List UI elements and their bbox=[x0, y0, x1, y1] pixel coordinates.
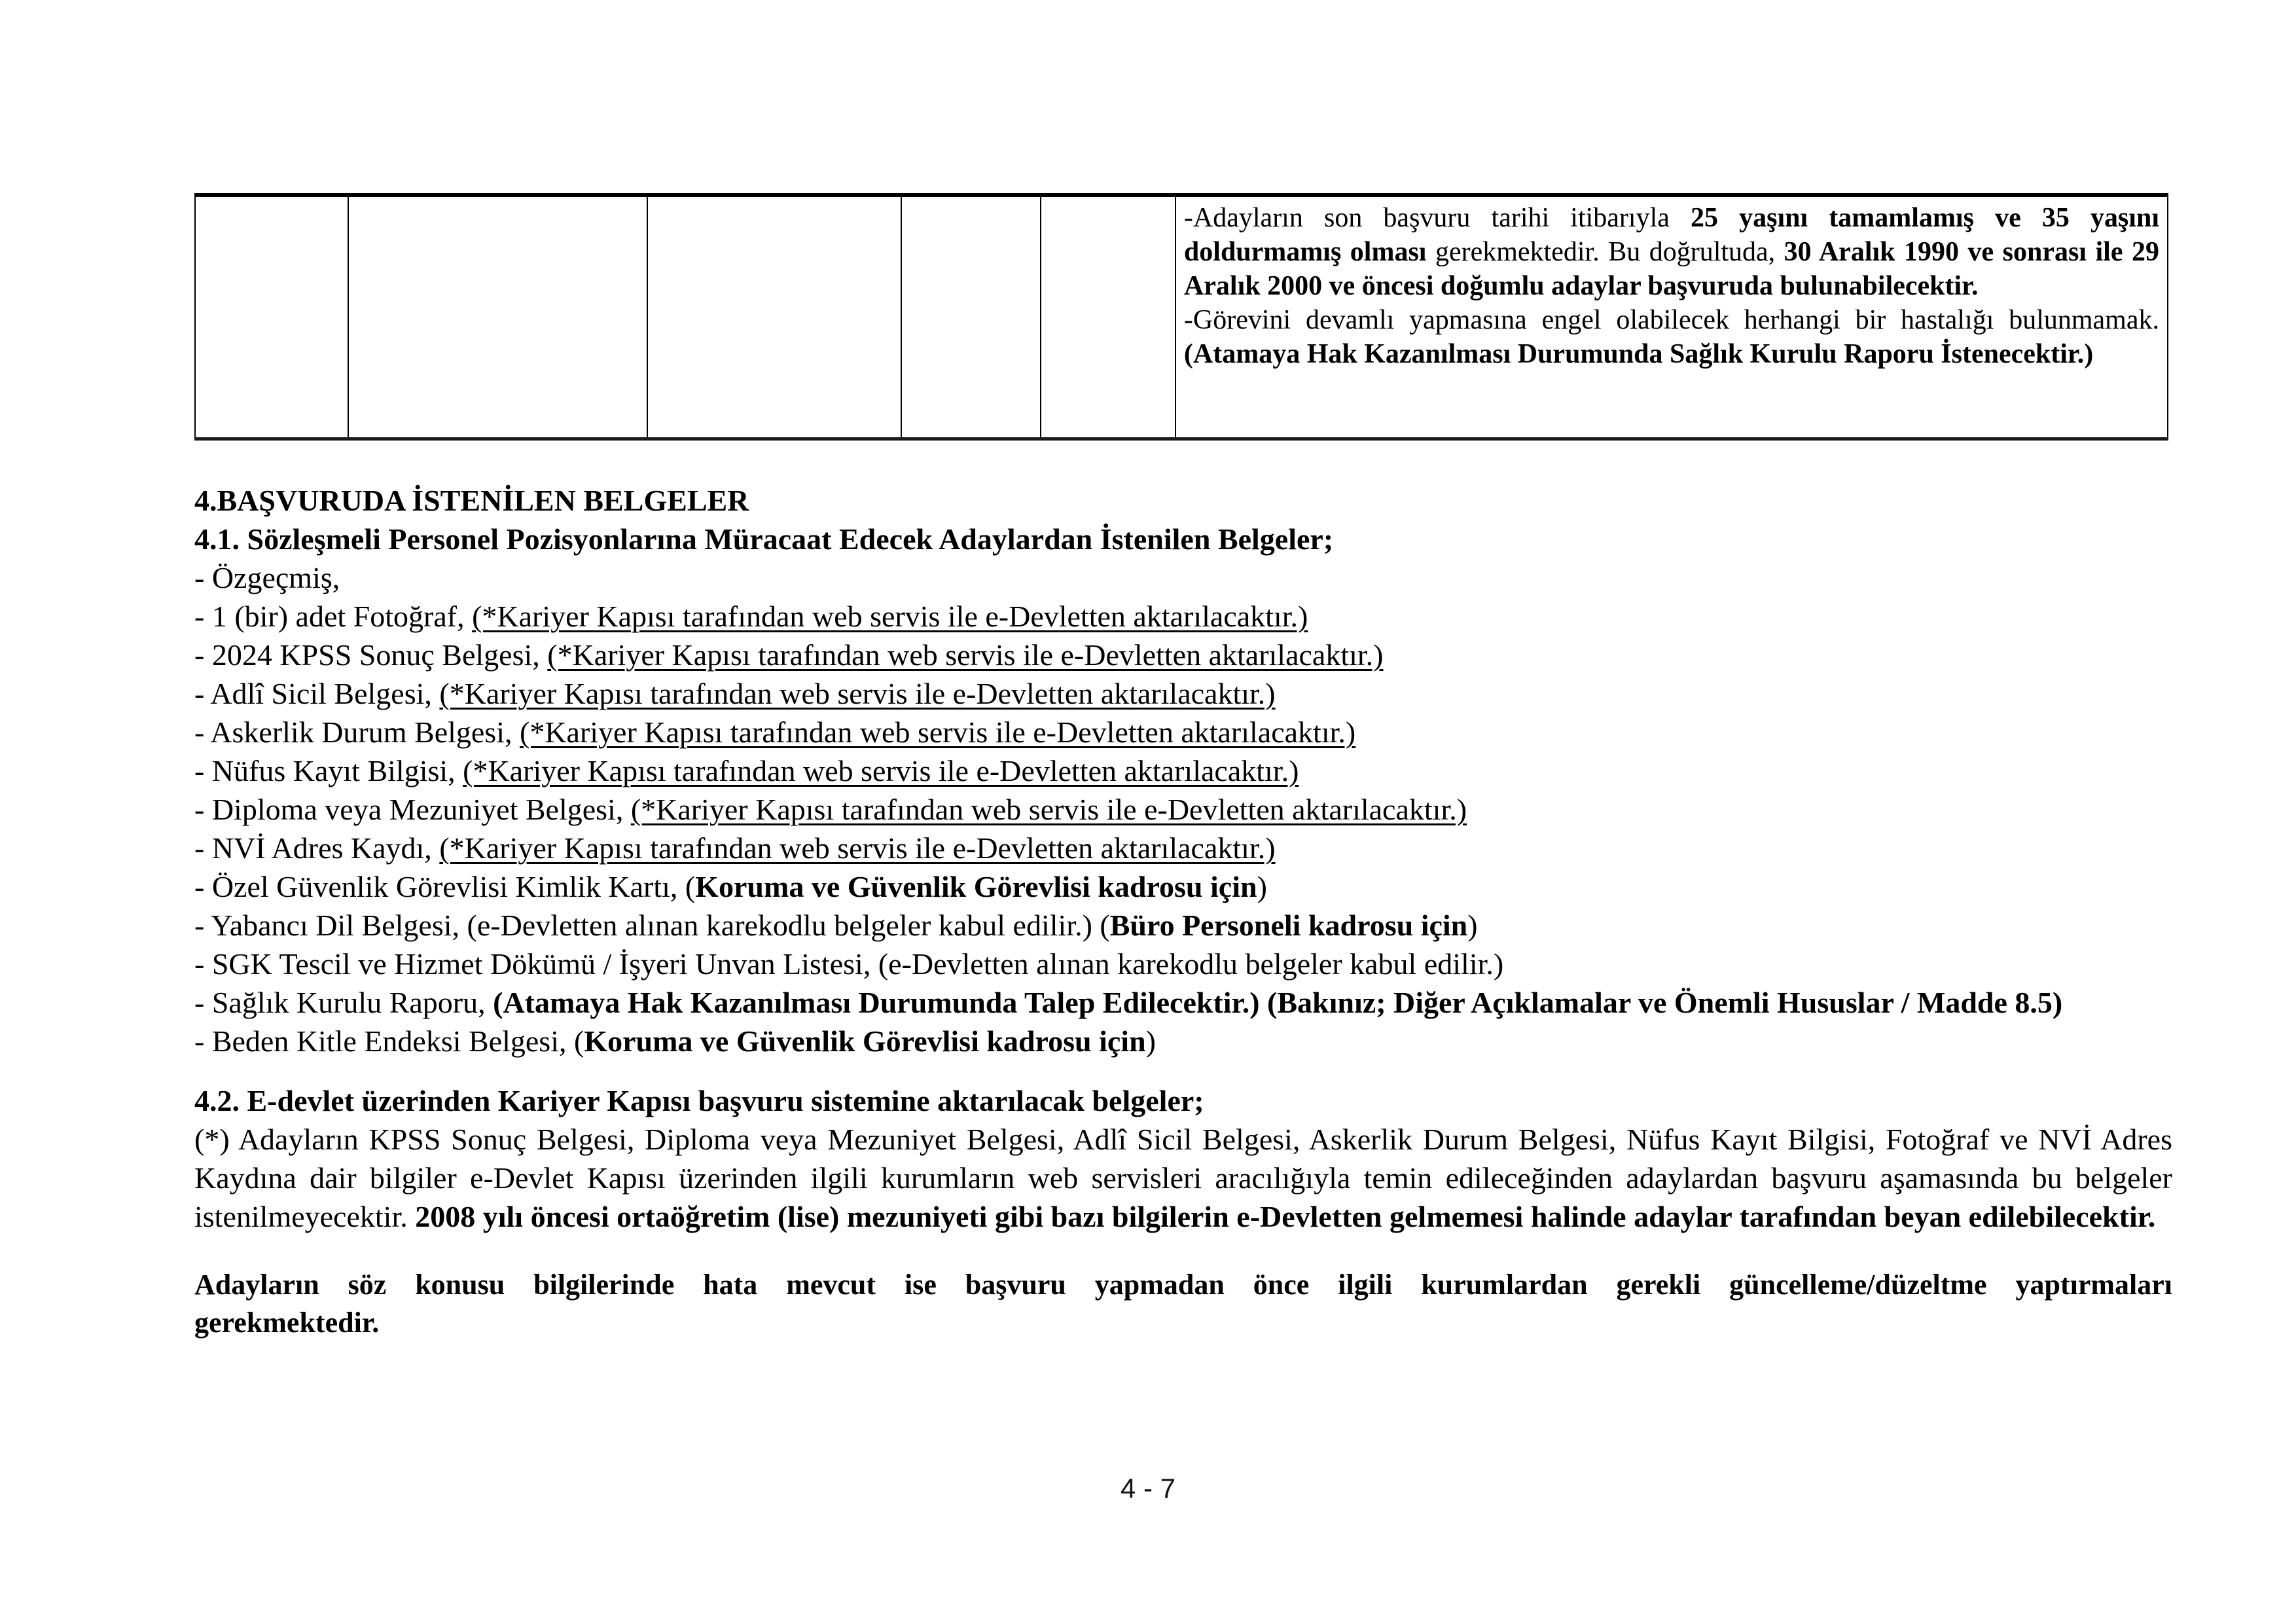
list-item bbox=[194, 558, 2172, 597]
text-run: -Adayların son başvuru tarihi itibarıyla bbox=[1183, 203, 1691, 233]
bold-text: 25 yaşını tamamlamış ve 35 yaşını doldurmamış olması bbox=[1183, 203, 2159, 267]
underlined-text: (*Kariyer Kapısı tarafından web servis ile e-Devletten aktarılacaktır.) bbox=[439, 677, 1276, 710]
table-cell-empty bbox=[1041, 195, 1175, 439]
section-4-2-heading: 4.2. E-devlet üzerinden Kariyer Kapısı başvuru sistemine aktarılacak belgeler; bbox=[194, 1084, 1204, 1117]
text-run: - Diploma veya Mezuniyet Belgesi, bbox=[194, 793, 631, 826]
section-4-heading: 4.BAŞVURUDA İSTENİLEN BELGELER bbox=[194, 484, 749, 517]
list-item bbox=[194, 597, 2172, 636]
text-run: ) bbox=[1467, 909, 1478, 942]
underlined-text: (*Kariyer Kapısı tarafından web servis ile e-Devletten aktarılacaktır.) bbox=[630, 793, 1467, 826]
notice-line bbox=[194, 1304, 2172, 1342]
table-cell-empty bbox=[348, 195, 647, 439]
required-documents-list bbox=[194, 558, 2172, 1060]
notice-line bbox=[194, 1266, 2172, 1304]
text-run: - Özel Güvenlik Görevlisi Kimlik Kartı, ( bbox=[194, 870, 696, 903]
list-item bbox=[194, 713, 2172, 751]
bold-text: Büro Personeli kadrosu için bbox=[1109, 909, 1468, 942]
text-run: - Nüfus Kayıt Bilgisi, bbox=[194, 754, 463, 787]
text-run: - Beden Kitle Endeksi Belgesi, ( bbox=[194, 1024, 584, 1058]
bold-text: 2008 yılı öncesi ortaöğretim (lise) mezuniyeti gibi bazı bilgilerin e-Devletten gelmemesi halinde adaylar tarafından beyan edilebilecektir. bbox=[415, 1200, 2156, 1233]
document-body bbox=[194, 481, 2172, 1342]
underlined-text: (*Kariyer Kapısı tarafından web servis ile e-Devletten aktarılacaktır.) bbox=[520, 715, 1356, 749]
text-run: - NVİ Adres Kaydı, bbox=[194, 831, 440, 865]
bold-text: Koruma ve Güvenlik Görevlisi kadrosu için bbox=[584, 1024, 1146, 1058]
table-row bbox=[195, 195, 2168, 439]
section-4-2-paragraph bbox=[194, 1120, 2172, 1236]
text-run: gerekmektedir. Bu doğrultuda, bbox=[1426, 237, 1784, 267]
text-run: - SGK Tescil ve Hizmet Dökümü / İşyeri Unvan Listesi, (e-Devletten alınan karekodlu belgeler kabul edilir.) bbox=[194, 947, 1504, 981]
list-item bbox=[194, 829, 2172, 867]
bold-text: (Atamaya Hak Kazanılması Durumunda Talep Edilecektir.) (Bakınız; Diğer Açıklamalar ve Önemli Hususlar / Madde 8.5) bbox=[493, 986, 2063, 1019]
text-run: - 2024 KPSS Sonuç Belgesi, bbox=[194, 638, 548, 672]
text-run: - 1 (bir) adet Fotoğraf, bbox=[194, 600, 473, 633]
conditions-table bbox=[194, 193, 2168, 441]
text-run: - Adlî Sicil Belgesi, bbox=[194, 677, 440, 710]
bold-text: Adayların söz konusu bilgilerinde hata mevcut ise başvuru yapmadan önce ilgili kurumlardan gerekli güncelleme/düzeltme yaptırmaları bbox=[194, 1269, 2172, 1301]
table-cell-empty bbox=[647, 195, 901, 439]
bold-text: gerekmektedir. bbox=[194, 1307, 380, 1339]
bold-text: 30 Aralık 1990 ve sonrası ile 29 Aralık 2000 ve öncesi doğumlu adaylar başvuruda bulunabilecektir. bbox=[1183, 237, 2159, 301]
text-run: - Özgeçmiş, bbox=[194, 561, 340, 594]
text-run: - Askerlik Durum Belgesi, bbox=[194, 715, 520, 749]
list-item bbox=[194, 1022, 2172, 1060]
notice-paragraph bbox=[194, 1266, 2172, 1342]
list-item bbox=[194, 945, 2172, 983]
table-cell-empty bbox=[901, 195, 1041, 439]
text-run: - Yabancı Dil Belgesi, (e-Devletten alınan karekodlu belgeler kabul edilir.) ( bbox=[194, 909, 1110, 942]
text-run: (*) Adayların KPSS Sonuç Belgesi, Diploma veya Mezuniyet Belgesi, Adlî Sicil Belgesi, Askerlik Durum Belgesi, Nüfus Kayıt Bilgisi, Fotoğraf ve NVİ Adres Kaydına dair bilgiler e-Devlet Kapısı üzerinden ilgili kurumların web servisleri aracılığıyla temin edileceğinden adaylardan başvuru aşamasında bu belgeler istenilmeyecektir. bbox=[194, 1123, 2172, 1233]
section-4-1-heading: 4.1. Sözleşmeli Personel Pozisyonlarına Müracaat Edecek Adaylardan İstenilen Belgeler; bbox=[194, 522, 1334, 556]
bold-text: (Atamaya Hak Kazanılması Durumunda Sağlık Kurulu Raporu İstenecektir.) bbox=[1183, 339, 2094, 369]
list-item bbox=[194, 751, 2172, 790]
page-number: 4 - 7 bbox=[1120, 1473, 1176, 1504]
list-item bbox=[194, 867, 2172, 906]
list-item bbox=[194, 790, 2172, 829]
list-item bbox=[194, 906, 2172, 945]
text-run: -Görevini devamlı yapmasına engel olabilecek herhangi bir hastalığı bulunmamak. bbox=[1183, 305, 2159, 335]
underlined-text: (*Kariyer Kapısı tarafından web servis ile e-Devletten aktarılacaktır.) bbox=[472, 600, 1308, 633]
underlined-text: (*Kariyer Kapısı tarafından web servis ile e-Devletten aktarılacaktır.) bbox=[439, 831, 1276, 865]
underlined-text: (*Kariyer Kapısı tarafından web servis ile e-Devletten aktarılacaktır.) bbox=[463, 754, 1299, 787]
text-run: ) bbox=[1145, 1024, 1156, 1058]
list-item bbox=[194, 674, 2172, 713]
list-item bbox=[194, 636, 2172, 674]
text-run: ) bbox=[1257, 870, 1267, 903]
underlined-text: (*Kariyer Kapısı tarafından web servis ile e-Devletten aktarılacaktır.) bbox=[547, 638, 1384, 672]
table-cell-empty bbox=[195, 195, 348, 439]
list-item bbox=[194, 983, 2172, 1022]
bold-text: Koruma ve Güvenlik Görevlisi kadrosu için bbox=[695, 870, 1257, 903]
requirements-cell bbox=[1175, 195, 2168, 439]
text-run: - Sağlık Kurulu Raporu, bbox=[194, 986, 493, 1019]
